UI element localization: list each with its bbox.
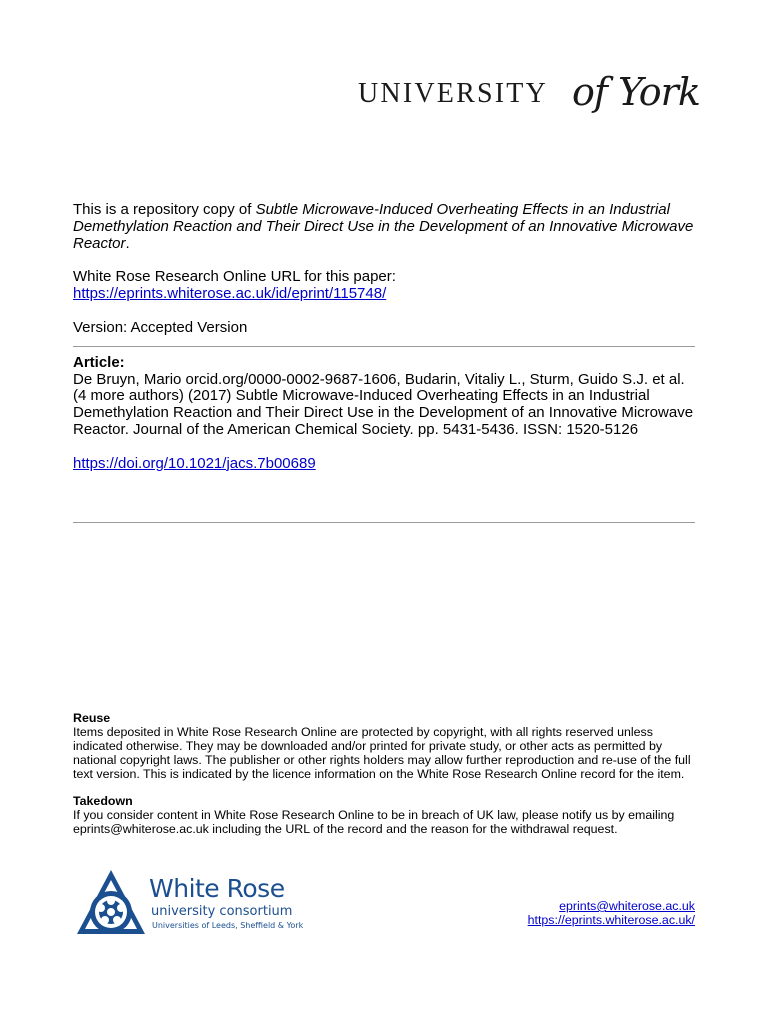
takedown-text: If you consider content in White Rose Research Online to be in breach of UK law, please notify us by emailing eprints@whiterose.ac.uk including the URL of the record and the reason for the withdrawal request. — [73, 808, 675, 836]
version-text: Version: Accepted Version — [73, 318, 248, 336]
article-heading: Article: — [73, 353, 125, 371]
divider-top — [73, 346, 695, 347]
intro-prefix: This is a repository copy of — [73, 201, 256, 218]
reuse-text: Items deposited in White Rose Research Online are protected by copyright, with all rights reserved unless indicated otherwise. They may be downloaded and/or printed for private study, or other acts as permitted by national copyright laws. The publisher or other rights holders may allow further reproduction and re-use of the full text version. This is indicated by the licence information on the White Rose Research Online record for the item. — [73, 725, 691, 781]
article-citation: De Bruyn, Mario orcid.org/0000-0002-9687-1606, Budarin, Vitaliy L., Sturm, Guido S.J. et al. (4 more authors) (2017) Subtle Microwave-Induced Overheating Effects in an Industrial Demethylation Reaction and Their Direct Use in the Development of an Innovative Microwave Reactor. Journal of the American Chemical Society. pp. 5431-5436. ISSN: 1520-5126 — [73, 370, 694, 438]
white-rose-logo — [75, 868, 305, 938]
white-rose-subtitle: university consortium — [151, 904, 293, 919]
doi-link[interactable]: https://doi.org/10.1021/jacs.7b00689 — [73, 454, 316, 472]
contact-links — [528, 899, 695, 927]
license-notes — [73, 711, 695, 836]
white-rose-emblem-icon — [75, 868, 147, 938]
eprint-url-link[interactable]: https://eprints.whiterose.ac.uk/id/eprint/115748/ — [73, 285, 387, 303]
reuse-heading: Reuse — [73, 711, 111, 725]
contact-email-link[interactable]: eprints@whiterose.ac.uk — [559, 899, 695, 913]
logo-university-text: UNIVERSITY — [358, 78, 548, 109]
takedown-heading: Takedown — [73, 794, 133, 808]
white-rose-name: White Rose — [149, 874, 285, 903]
university-of-york-logo — [358, 68, 700, 122]
intro-suffix: . — [125, 234, 130, 252]
divider-bottom — [73, 522, 695, 523]
logo-of-york-text: of York — [572, 70, 700, 114]
cover-content — [73, 202, 695, 473]
intro-paragraph — [73, 202, 695, 252]
paper-title: Subtle Microwave-Induced Overheating Effects in an Industrial Demethylation Reaction and Their Direct Use in the Development of an Innovative Microwave Reactor — [73, 201, 694, 252]
url-label: White Rose Research Online URL for this paper: — [73, 268, 396, 286]
white-rose-universities: Universities of Leeds, Sheffield & York — [152, 921, 304, 930]
contact-site-link[interactable]: https://eprints.whiterose.ac.uk/ — [527, 913, 695, 927]
